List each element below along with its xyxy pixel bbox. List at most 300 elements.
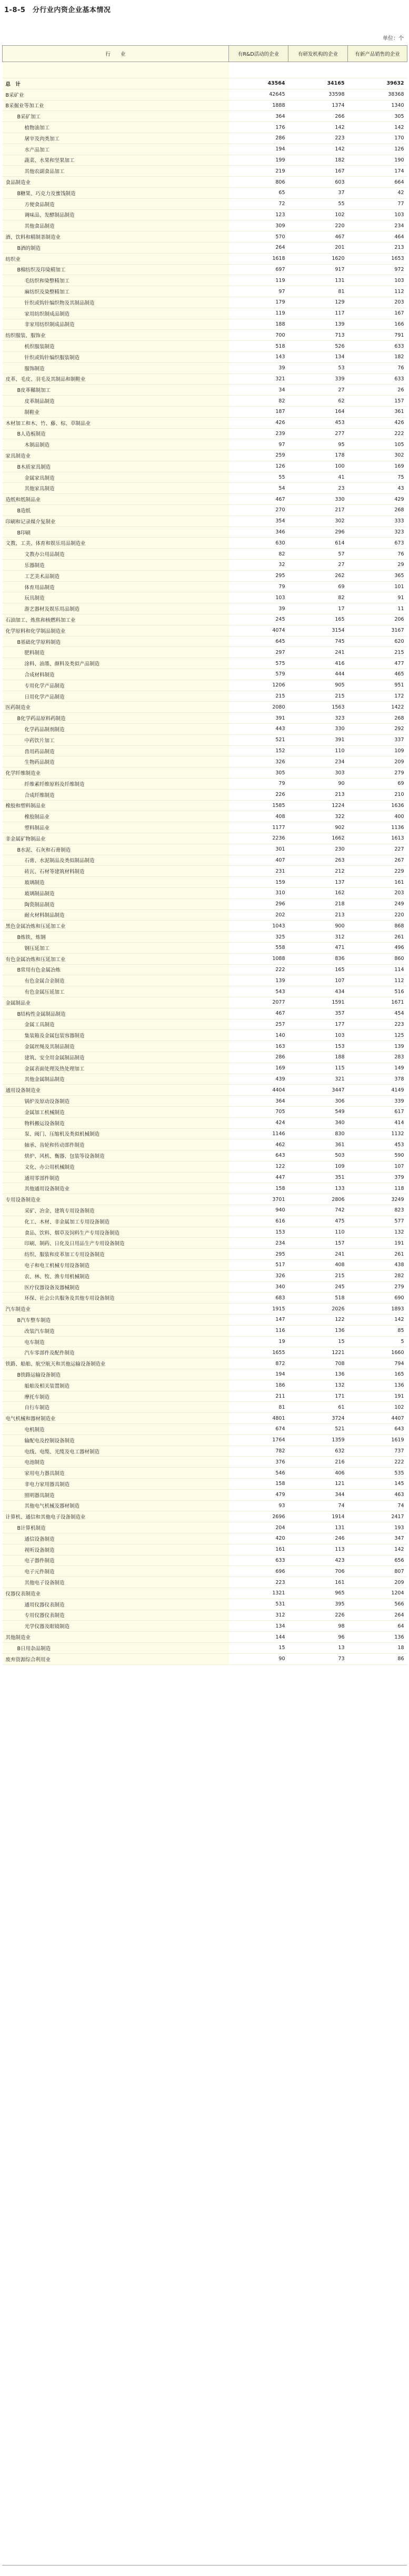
institution-count-cell: 900 (288, 921, 348, 932)
industry-name-cell: 通用设备制造业 (3, 1085, 229, 1096)
page-title: 1-8-5 分行业内资企业基本情况 (4, 6, 111, 14)
institution-count-cell: 201 (288, 242, 348, 253)
total-row (3, 78, 407, 89)
header-new-product-sales-enterprises: 有新产品销售的企业 (348, 46, 407, 62)
table-row (3, 417, 407, 428)
rd-count-cell: 223 (229, 1577, 288, 1588)
table-row (3, 472, 407, 483)
new-product-count-cell: 279 (348, 767, 407, 779)
industry-name-cell: 水产品加工 (3, 144, 229, 155)
new-product-count-cell: 85 (348, 1325, 407, 1336)
new-product-count-cell: 690 (348, 1292, 407, 1304)
institution-count-cell: 323 (288, 713, 348, 724)
industry-name-cell: 电车制造 (3, 1336, 229, 1347)
table-row (3, 1653, 407, 1664)
new-product-count-cell: 426 (348, 417, 407, 428)
institution-count-cell: 223 (288, 133, 348, 144)
rd-count-cell: 116 (229, 1325, 288, 1336)
rd-count-cell: 872 (229, 1358, 288, 1369)
header-rd-enterprises: 有R&D活动的企业 (229, 46, 288, 62)
industry-name-cell: B采掘业等加工业 (3, 100, 229, 111)
table-row (3, 1304, 407, 1315)
industry-name-cell: 石膏、水泥制品及类似制品制造 (3, 855, 229, 866)
rd-count-cell: 645 (229, 636, 288, 647)
rd-count-cell: 122 (229, 1161, 288, 1172)
industry-name-cell: 电线、电缆、光缆及电工器材制造 (3, 1446, 229, 1457)
table-row (3, 351, 407, 362)
table-row (3, 297, 407, 308)
table-row (3, 1085, 407, 1096)
industry-name-cell: 其他通用设备制造业 (3, 1183, 229, 1194)
rd-count-cell: 2080 (229, 702, 288, 713)
rd-count-cell: 186 (229, 1380, 288, 1391)
industry-name-cell: 化学药品制剂制造 (3, 724, 229, 735)
institution-count-cell: 905 (288, 680, 348, 691)
new-product-count-cell: 339 (348, 1096, 407, 1107)
table-row (3, 691, 407, 702)
industry-name-cell: 建筑、安全用金属制品制造 (3, 1052, 229, 1063)
table-row (3, 779, 407, 790)
industry-name-cell: 非电力家用器具制造 (3, 1479, 229, 1490)
rd-count-cell: 305 (229, 767, 288, 779)
table-row (3, 800, 407, 811)
industry-name-cell: 仪器仪表制造业 (3, 1588, 229, 1599)
new-product-count-cell: 126 (348, 144, 407, 155)
institution-count-cell: 3154 (288, 625, 348, 636)
table-row (3, 647, 407, 658)
rd-count-cell: 346 (229, 527, 288, 538)
table-row (3, 385, 407, 396)
industry-name-cell: 机织服装制造 (3, 341, 229, 352)
institution-count-cell: 321 (288, 1074, 348, 1085)
table-row (3, 1424, 407, 1435)
table-row (3, 1139, 407, 1150)
industry-name-cell: 游艺器材及娱乐用品制造 (3, 603, 229, 614)
institution-count-cell: 215 (288, 1270, 348, 1281)
new-product-count-cell: 109 (348, 745, 407, 756)
rd-count-cell: 257 (229, 1019, 288, 1030)
industry-name-cell: 金属家具制造 (3, 472, 229, 483)
rd-count-cell: 517 (229, 1260, 288, 1271)
industry-name-cell: 废弃资源综合利用业 (3, 1653, 229, 1664)
new-product-count-cell: 566 (348, 1599, 407, 1610)
table-row (3, 1544, 407, 1555)
new-product-count-cell: 165 (348, 1369, 407, 1380)
industry-name-cell: 医药制造业 (3, 702, 229, 713)
industry-name-cell: 木制品制造 (3, 439, 229, 450)
institution-count-cell: 266 (288, 111, 348, 122)
industry-name-cell: 环保、社会公共服务及其他专用设备制造 (3, 1292, 229, 1304)
industry-name-cell: 蔬菜、水果和坚果加工 (3, 155, 229, 166)
table-row (3, 538, 407, 549)
rd-count-cell: 630 (229, 538, 288, 549)
rd-count-cell: 65 (229, 187, 288, 198)
new-product-count-cell: 860 (348, 953, 407, 964)
table-row (3, 680, 407, 691)
rd-count-cell: 179 (229, 297, 288, 308)
new-product-count-cell: 203 (348, 887, 407, 898)
table-row (3, 231, 407, 243)
rd-count-cell: 194 (229, 1369, 288, 1380)
industry-name-cell: 屠宰及肉类加工 (3, 133, 229, 144)
rd-count-cell: 1206 (229, 680, 288, 691)
rd-count-cell: 42645 (229, 89, 288, 100)
institution-count-cell: 830 (288, 1128, 348, 1139)
industry-name-cell: B计算机制造 (3, 1522, 229, 1533)
new-product-count-cell: 633 (348, 341, 407, 352)
new-product-count-cell: 379 (348, 1172, 407, 1183)
new-product-count-cell: 86 (348, 1653, 407, 1664)
table-row (3, 570, 407, 581)
new-product-count-cell: 76 (348, 362, 407, 373)
industry-name-cell: 电池制造 (3, 1457, 229, 1468)
table-row (3, 1281, 407, 1292)
institution-count-cell: 745 (288, 636, 348, 647)
table-row (3, 1216, 407, 1227)
institution-count-cell: 178 (288, 450, 348, 461)
rd-count-cell: 2077 (229, 997, 288, 1008)
table-row (3, 756, 407, 767)
institution-count-cell: 3724 (288, 1413, 348, 1424)
table-row (3, 439, 407, 450)
institution-count-cell: 34165 (288, 78, 348, 89)
industry-name-cell: 家用电力器具制造 (3, 1468, 229, 1479)
rd-count-cell: 1321 (229, 1588, 288, 1599)
rd-count-cell: 1585 (229, 800, 288, 811)
rd-count-cell: 575 (229, 658, 288, 669)
new-product-count-cell: 191 (348, 1391, 407, 1402)
table-row (3, 1052, 407, 1063)
industry-name-cell: 陶瓷制品制造 (3, 898, 229, 910)
industry-name-cell: 非家用纺织制成品制造 (3, 319, 229, 330)
institution-count-cell: 110 (288, 745, 348, 756)
new-product-count-cell: 3249 (348, 1194, 407, 1205)
institution-count-cell: 518 (288, 1292, 348, 1304)
new-product-count-cell: 39632 (348, 78, 407, 89)
new-product-count-cell: 101 (348, 581, 407, 592)
header-industry: 行 业 (3, 46, 229, 62)
institution-count-cell: 917 (288, 264, 348, 275)
institution-count-cell: 133 (288, 1183, 348, 1194)
industry-name-cell: 通用仪器仪表制造 (3, 1599, 229, 1610)
rd-count-cell: 531 (229, 1599, 288, 1610)
table-row (3, 767, 407, 779)
new-product-count-cell: 222 (348, 428, 407, 439)
table-row (3, 997, 407, 1008)
new-product-count-cell: 2417 (348, 1511, 407, 1522)
table-row (3, 144, 407, 155)
industry-name-cell: 视听设备制造 (3, 1544, 229, 1555)
table-row (3, 1457, 407, 1468)
institution-count-cell: 330 (288, 724, 348, 735)
industry-name-cell: 泵、阀门、压缩机及类似机械制造 (3, 1128, 229, 1139)
table-row (3, 1096, 407, 1107)
industry-name-cell: 其他金属制品制造 (3, 1074, 229, 1085)
institution-count-cell: 416 (288, 658, 348, 669)
institution-count-cell: 57 (288, 549, 348, 560)
new-product-count-cell: 210 (348, 789, 407, 800)
institution-count-cell: 55 (288, 198, 348, 209)
table-row (3, 1632, 407, 1643)
table-row (3, 734, 407, 745)
table-row (3, 789, 407, 800)
new-product-count-cell: 400 (348, 811, 407, 822)
rd-count-cell: 144 (229, 1632, 288, 1643)
institution-count-cell: 453 (288, 417, 348, 428)
industry-name-cell: 其他家具制造 (3, 483, 229, 494)
new-product-count-cell: 868 (348, 921, 407, 932)
statistics-table (2, 45, 407, 1665)
industry-name-cell: 调味品、发酵制品制造 (3, 209, 229, 220)
new-product-count-cell: 378 (348, 1074, 407, 1085)
institution-count-cell: 73 (288, 1653, 348, 1664)
industry-name-cell: 输配电及控制设备制造 (3, 1435, 229, 1446)
table-row (3, 494, 407, 505)
institution-count-cell: 395 (288, 1599, 348, 1610)
institution-count-cell: 142 (288, 122, 348, 133)
table-row (3, 275, 407, 286)
new-product-count-cell: 112 (348, 286, 407, 297)
institution-count-cell: 312 (288, 932, 348, 943)
industry-name-cell: 物料搬运设备制造 (3, 1117, 229, 1128)
industry-name-cell: 印刷、制药、日化及日用品生产专用设备制造 (3, 1238, 229, 1249)
new-product-count-cell: 3167 (348, 625, 407, 636)
table-row (3, 603, 407, 614)
rd-count-cell: 15 (229, 1642, 288, 1653)
institution-count-cell: 549 (288, 1106, 348, 1117)
industry-name-cell: 电子元件制造 (3, 1566, 229, 1577)
new-product-count-cell: 453 (348, 1139, 407, 1150)
industry-name-cell: 文教办公用品制造 (3, 549, 229, 560)
table-row (3, 581, 407, 592)
table-row (3, 1369, 407, 1380)
institution-count-cell: 1374 (288, 100, 348, 111)
table-row (3, 625, 407, 636)
rd-count-cell: 521 (229, 734, 288, 745)
industry-name-cell: 专用设备制造业 (3, 1194, 229, 1205)
institution-count-cell: 391 (288, 734, 348, 745)
table-row (3, 1533, 407, 1544)
table-row (3, 1227, 407, 1238)
new-product-count-cell: 1613 (348, 833, 407, 844)
new-product-count-cell: 1671 (348, 997, 407, 1008)
rd-count-cell: 443 (229, 724, 288, 735)
rd-count-cell: 296 (229, 898, 288, 910)
spacer-cell (348, 62, 407, 78)
new-product-count-cell: 102 (348, 1402, 407, 1413)
industry-name-cell: 文教、工美、体育和娱乐用品制造业 (3, 538, 229, 549)
rd-count-cell: 321 (229, 373, 288, 385)
rd-count-cell: 579 (229, 669, 288, 680)
institution-count-cell: 1914 (288, 1511, 348, 1522)
industry-name-cell: 其他食品制造 (3, 220, 229, 231)
institution-count-cell: 218 (288, 898, 348, 910)
rd-count-cell: 39 (229, 362, 288, 373)
new-product-count-cell: 365 (348, 570, 407, 581)
industry-name-cell: 金属加工机械制造 (3, 1106, 229, 1117)
table-row (3, 242, 407, 253)
new-product-count-cell: 429 (348, 494, 407, 505)
table-row (3, 1577, 407, 1588)
new-product-count-cell: 42 (348, 187, 407, 198)
header-research-institution-enterprises: 有研发机构的企业 (288, 46, 348, 62)
industry-name-cell: 专用仪器仪表制造 (3, 1610, 229, 1621)
rd-count-cell: 633 (229, 1555, 288, 1566)
rd-count-cell: 1655 (229, 1347, 288, 1358)
rd-count-cell: 39 (229, 603, 288, 614)
table-row (3, 198, 407, 209)
industry-name-cell: B造纸 (3, 505, 229, 516)
institution-count-cell: 1563 (288, 702, 348, 713)
rd-count-cell: 407 (229, 855, 288, 866)
table-row (3, 669, 407, 680)
table-row (3, 450, 407, 461)
new-product-count-cell: 643 (348, 1424, 407, 1435)
industry-name-cell: B采矿加工 (3, 111, 229, 122)
table-row (3, 1161, 407, 1172)
institution-count-cell: 444 (288, 669, 348, 680)
new-product-count-cell: 77 (348, 198, 407, 209)
rd-count-cell: 462 (229, 1139, 288, 1150)
new-product-count-cell: 74 (348, 1500, 407, 1511)
new-product-count-cell: 438 (348, 1260, 407, 1271)
new-product-count-cell: 823 (348, 1205, 407, 1216)
institution-count-cell: 164 (288, 406, 348, 417)
rd-count-cell: 312 (229, 1610, 288, 1621)
rd-count-cell: 259 (229, 450, 288, 461)
new-product-count-cell: 1136 (348, 822, 407, 833)
spacer-row (3, 62, 407, 78)
new-product-count-cell: 105 (348, 439, 407, 450)
table-row (3, 855, 407, 866)
rd-count-cell: 546 (229, 1468, 288, 1479)
rd-count-cell: 126 (229, 461, 288, 472)
table-row (3, 1106, 407, 1117)
new-product-count-cell: 215 (348, 647, 407, 658)
new-product-count-cell: 64 (348, 1621, 407, 1632)
rd-count-cell: 1915 (229, 1304, 288, 1315)
industry-name-cell: 造纸和纸制品业 (3, 494, 229, 505)
new-product-count-cell: 229 (348, 866, 407, 877)
table-row (3, 1555, 407, 1566)
institution-count-cell: 100 (288, 461, 348, 472)
table-row (3, 100, 407, 111)
industry-name-cell: 电子器件制造 (3, 1555, 229, 1566)
new-product-count-cell: 633 (348, 373, 407, 385)
rd-count-cell: 97 (229, 286, 288, 297)
industry-name-cell: 工艺美术品制造 (3, 570, 229, 581)
industry-name-cell: 中药饮片加工 (3, 734, 229, 745)
table-row (3, 428, 407, 439)
rd-count-cell: 159 (229, 877, 288, 888)
table-row (3, 264, 407, 275)
industry-name-cell: 化学原料和化学制品制造业 (3, 625, 229, 636)
new-product-count-cell: 209 (348, 1577, 407, 1588)
table-row (3, 505, 407, 516)
rd-count-cell: 158 (229, 1479, 288, 1490)
table-row (3, 177, 407, 188)
rd-count-cell: 295 (229, 570, 288, 581)
new-product-count-cell: 172 (348, 691, 407, 702)
institution-count-cell: 902 (288, 822, 348, 833)
table-row (3, 887, 407, 898)
rd-count-cell: 245 (229, 614, 288, 625)
institution-count-cell: 241 (288, 647, 348, 658)
table-row (3, 1238, 407, 1249)
new-product-count-cell: 463 (348, 1489, 407, 1500)
industry-name-cell: 其他电气机械及器材制造 (3, 1500, 229, 1511)
rd-count-cell: 2696 (229, 1511, 288, 1522)
industry-name-cell: B日用杂品制造 (3, 1642, 229, 1653)
table-row (3, 1194, 407, 1205)
new-product-count-cell: 656 (348, 1555, 407, 1566)
industry-name-cell: 毛纺织和染整精加工 (3, 275, 229, 286)
industry-name-cell: B采矿业 (3, 89, 229, 100)
table-row (3, 527, 407, 538)
rd-count-cell: 1146 (229, 1128, 288, 1139)
new-product-count-cell: 142 (348, 1315, 407, 1326)
industry-name-cell: B印刷 (3, 527, 229, 538)
table-row (3, 1522, 407, 1533)
industry-name-cell: 纺织业 (3, 253, 229, 264)
industry-name-cell: 食品制造业 (3, 177, 229, 188)
rd-count-cell: 82 (229, 549, 288, 560)
rd-count-cell: 705 (229, 1106, 288, 1117)
industry-name-cell: 医疗仪器设备及器械制造 (3, 1281, 229, 1292)
table-row (3, 308, 407, 319)
industry-name-cell: 烘炉、风机、衡器、包装等设备制造 (3, 1150, 229, 1161)
industry-name-cell: B炼铁、炼钢 (3, 932, 229, 943)
industry-name-cell: B汽车整车制造 (3, 1315, 229, 1326)
industry-name-cell: 通信设备制造 (3, 1533, 229, 1544)
rd-count-cell: 43564 (229, 78, 288, 89)
industry-name-cell: 汽车制造业 (3, 1304, 229, 1315)
institution-count-cell: 1591 (288, 997, 348, 1008)
table-row (3, 1435, 407, 1446)
institution-count-cell: 632 (288, 1446, 348, 1457)
rd-count-cell: 326 (229, 756, 288, 767)
new-product-count-cell: 136 (348, 1380, 407, 1391)
rd-count-cell: 700 (229, 330, 288, 341)
institution-count-cell: 134 (288, 351, 348, 362)
institution-count-cell: 1224 (288, 800, 348, 811)
rd-count-cell: 158 (229, 1183, 288, 1194)
table-row (3, 209, 407, 220)
institution-count-cell: 2806 (288, 1194, 348, 1205)
new-product-count-cell: 347 (348, 1533, 407, 1544)
rd-count-cell: 301 (229, 844, 288, 855)
rd-count-cell: 187 (229, 406, 288, 417)
industry-name-cell: B棉纺织及印染精加工 (3, 264, 229, 275)
industry-name-cell: 电机制造 (3, 1424, 229, 1435)
table-row (3, 1325, 407, 1336)
new-product-count-cell: 249 (348, 898, 407, 910)
industry-name-cell: 电气机械和器材制造业 (3, 1413, 229, 1424)
new-product-count-cell: 145 (348, 1479, 407, 1490)
industry-name-cell: B酒的制造 (3, 242, 229, 253)
table-row (3, 1566, 407, 1577)
rd-count-cell: 264 (229, 242, 288, 253)
institution-count-cell: 115 (288, 1063, 348, 1074)
table-row (3, 1347, 407, 1358)
industry-name-cell: 针织或钩针编织物及其制品制造 (3, 297, 229, 308)
industry-name-cell: 轴承、齿轮和传动部件制造 (3, 1139, 229, 1150)
rd-count-cell: 683 (229, 1292, 288, 1304)
table-row (3, 362, 407, 373)
table-row (3, 1511, 407, 1522)
new-product-count-cell: 1132 (348, 1128, 407, 1139)
rd-count-cell: 696 (229, 1566, 288, 1577)
